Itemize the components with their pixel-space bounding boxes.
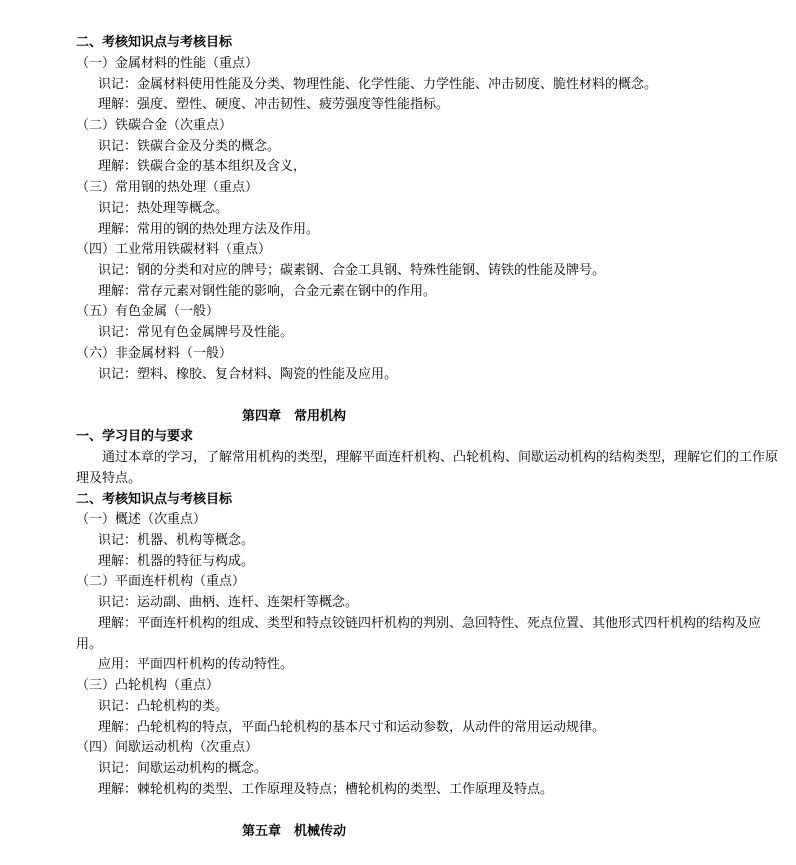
body-line: 识记：凸轮机构的类。 (98, 699, 229, 714)
subsection-heading: （六）非金属材料（一般） (76, 346, 233, 361)
body-line: 识记：塑料、橡胶、复合材料、陶瓷的性能及应用。 (98, 367, 398, 382)
section-heading: 一、学习目的与要求 (76, 429, 194, 444)
body-line: 识记：铁碳合金及分类的概念。 (98, 139, 281, 154)
subsection-heading: （三）常用钢的热处理（重点） (76, 180, 259, 195)
body-line: 理解：常用的钢的热处理方法及作用。 (98, 222, 320, 237)
subsection-heading: （一）金属材料的性能（重点） (76, 56, 259, 71)
section-heading: 二、考核知识点与考核目标 (76, 35, 233, 50)
subsection-heading: （五）有色金属（一般） (76, 304, 220, 319)
section-heading: 二、考核知识点与考核目标 (76, 492, 233, 507)
subsection-heading: （四）工业常用铁碳材料（重点） (76, 242, 272, 257)
chapter-title: 第四章 常用机构 (242, 409, 347, 424)
body-line: 识记：钢的分类和对应的牌号；碳素钢、合金工具钢、特殊性能钢、铸铁的性能及牌号。 (98, 263, 606, 278)
body-line: 识记：常见有色金属牌号及性能。 (98, 325, 294, 340)
subsection-heading: （二）铁碳合金（次重点） (76, 118, 233, 133)
body-line: 理解：强度、塑性、硬度、冲击韧性、疲劳强度等性能指标。 (98, 97, 450, 112)
body-line: 理解：棘轮机构的类型、工作原理及特点；槽轮机构的类型、工作原理及特点。 (98, 782, 554, 797)
body-line: 识记：金属材料使用性能及分类、物理性能、化学性能、力学性能、冲击韧度、脆性材料的概念。 (98, 77, 658, 92)
body-line: 理解：机器的特征与构成。 (98, 554, 255, 569)
body-paragraph: 理解：平面连杆机构的组成、类型和特点铰链四杆机构的判别、急回特性、死点位置、其他形式四杆机构的结构及应用。 (76, 616, 762, 652)
body-line: 识记：热处理等概念。 (98, 201, 229, 216)
body-line: 理解：常存元素对钢性能的影响，合金元素在钢中的作用。 (98, 284, 437, 299)
body-paragraph: 通过本章的学习，了解常用机构的类型，理解平面连杆机构、凸轮机构、间歇运动机构的结构类型，理解它们的工作原理及特点。 (76, 450, 779, 486)
body-line: 理解：铁碳合金的基本组织及含义， (98, 159, 307, 174)
body-line: 识记：机器、机构等概念。 (98, 533, 255, 548)
subsection-heading: （一）概述（次重点） (76, 512, 207, 527)
body-line: 应用：平面四杆机构的传动特性。 (98, 657, 294, 672)
chapter-title: 第五章 机械传动 (242, 824, 347, 839)
body-line: 理解：凸轮机构的特点，平面凸轮机构的基本尺寸和运动参数，从动件的常用运动规律。 (98, 720, 606, 735)
body-line: 识记：间歇运动机构的概念。 (98, 761, 268, 776)
subsection-heading: （四）间歇运动机构（次重点） (76, 740, 259, 755)
subsection-heading: （二）平面连杆机构（重点） (76, 574, 246, 589)
body-line: 识记：运动副、曲柄、连杆、连架杆等概念。 (98, 595, 359, 610)
subsection-heading: （三）凸轮机构（重点） (76, 678, 220, 693)
